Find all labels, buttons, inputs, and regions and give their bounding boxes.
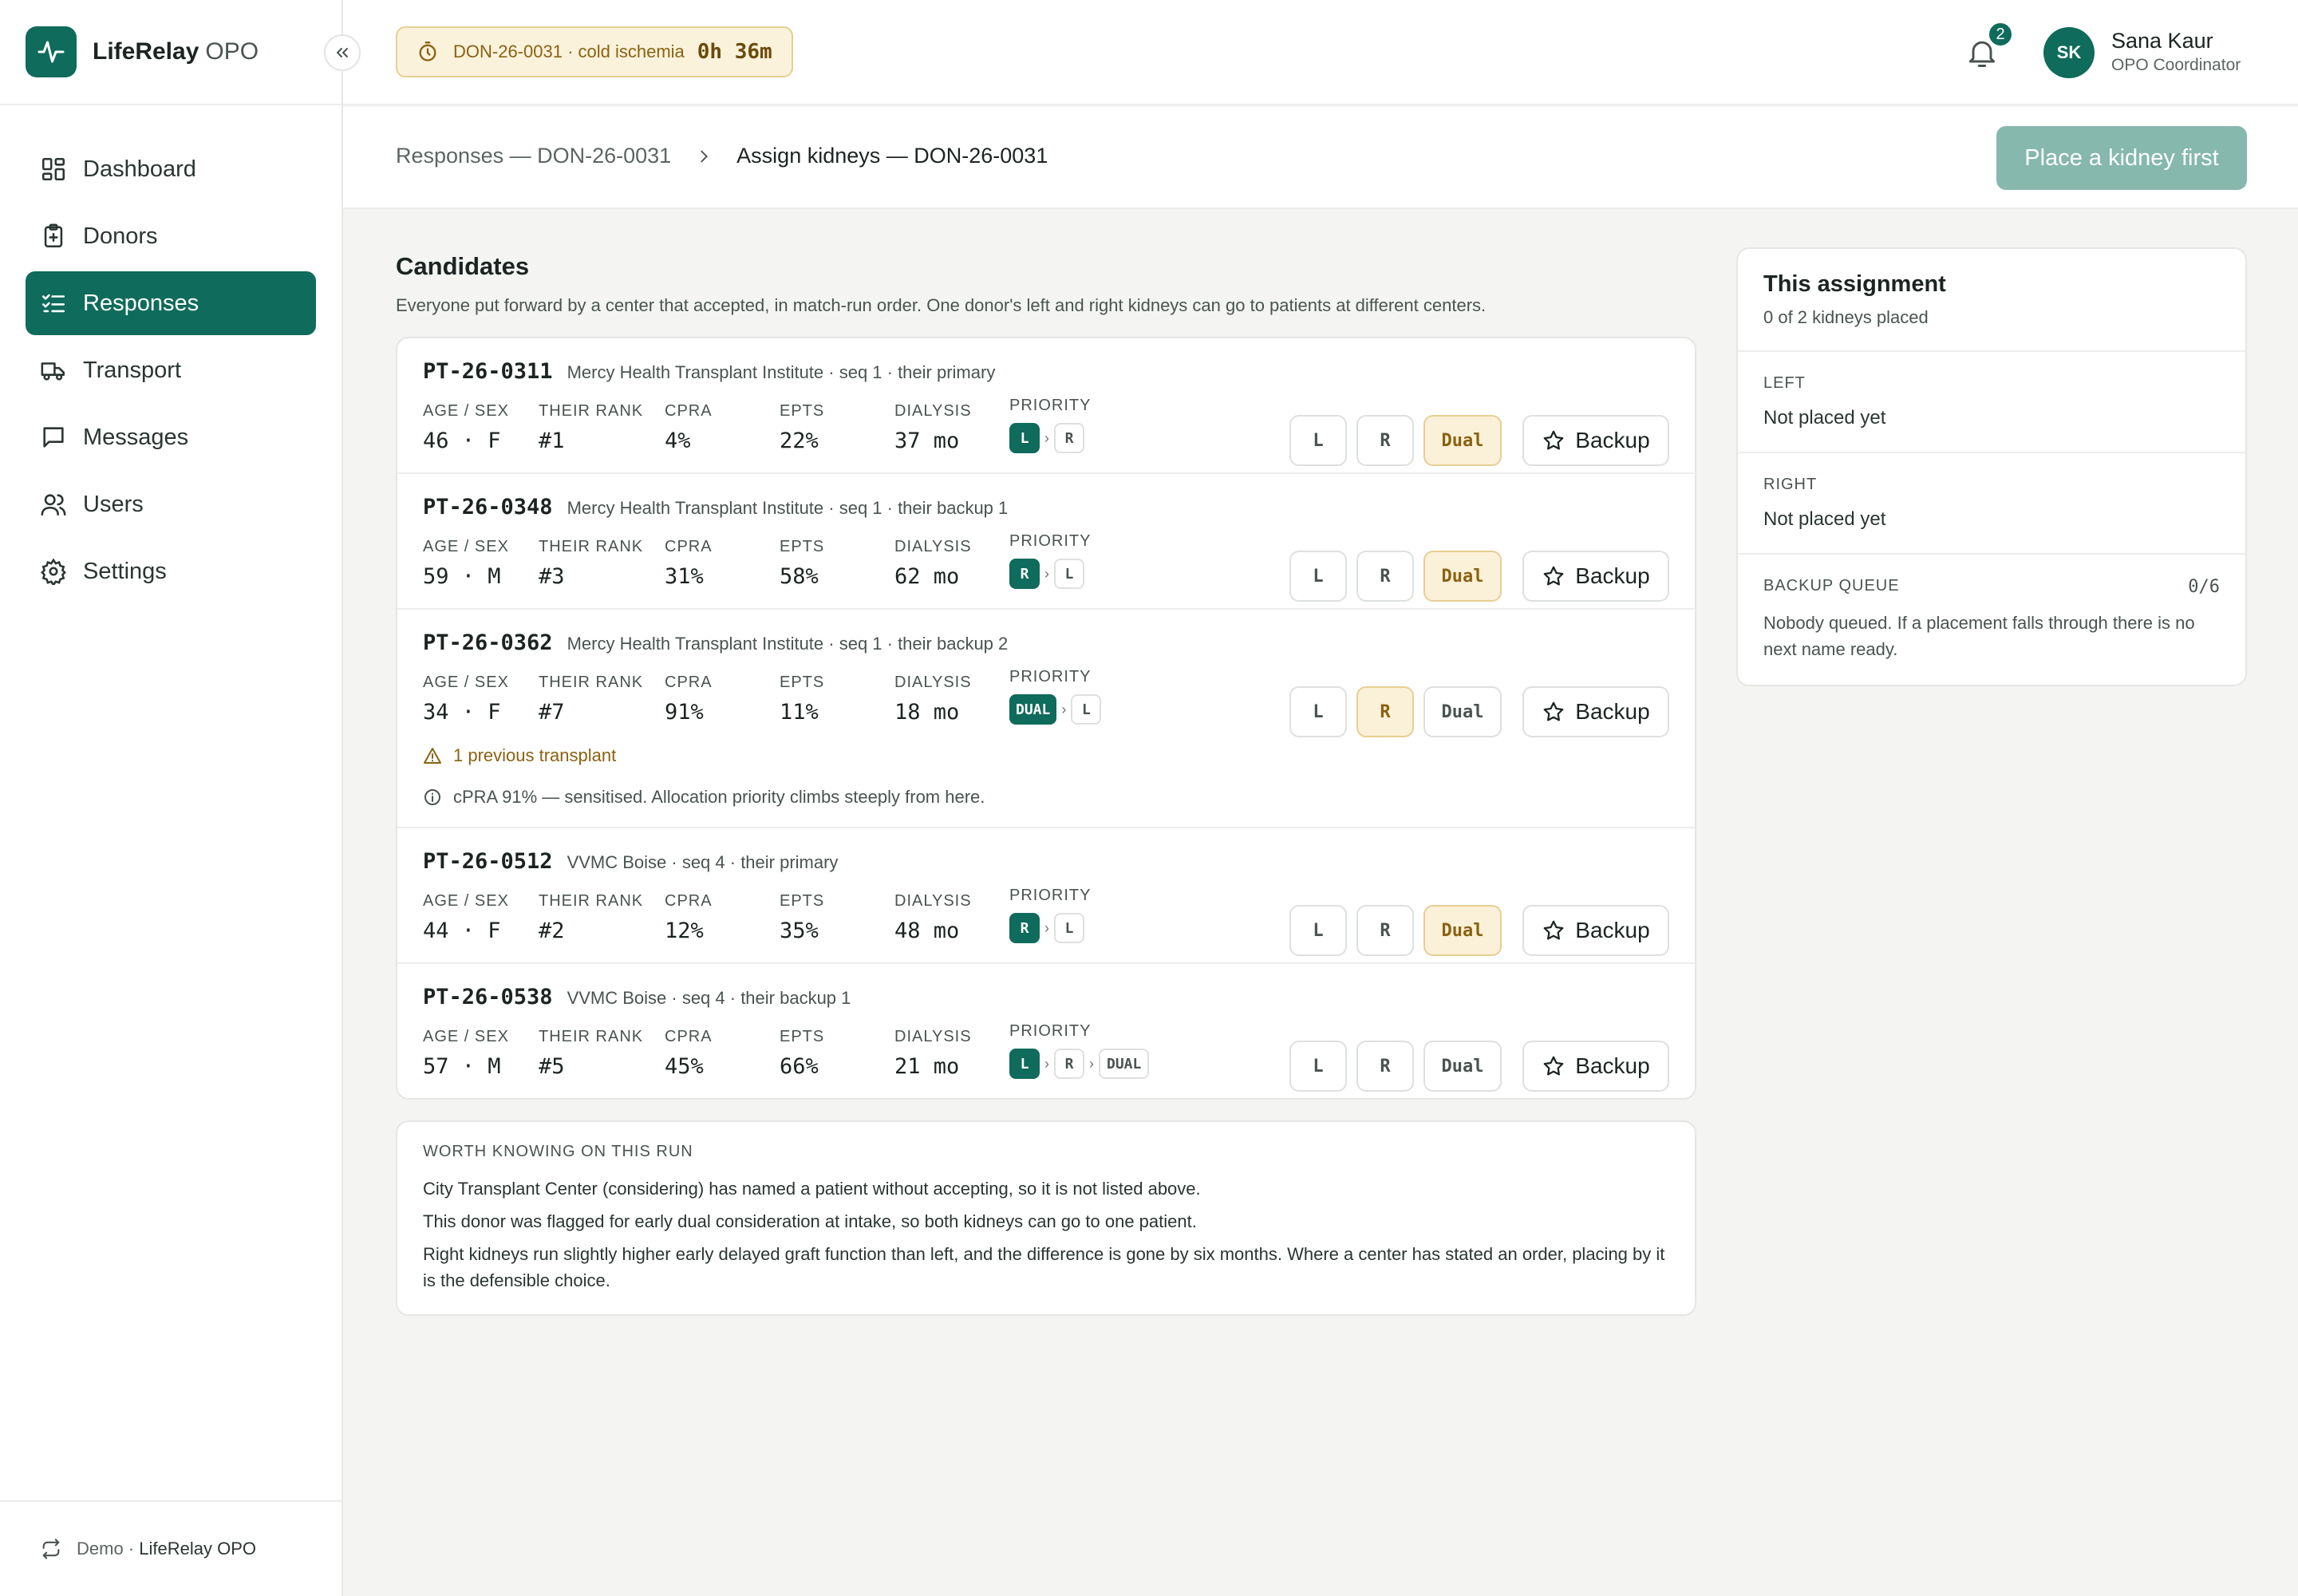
cpra-value: 91%: [665, 700, 704, 725]
repeat-icon: [40, 1538, 62, 1560]
assignment-header: [1738, 249, 2245, 352]
candidate-meta: VVMC Boise · seq 4 · their backup 1: [567, 988, 851, 1008]
right-kidney-slot: [1738, 453, 2245, 555]
age-label: AGE / SEX: [423, 402, 509, 420]
assignment-progress: 0 of 2 kidneys placed: [1763, 307, 1929, 327]
priority-chip: L: [1009, 423, 1040, 453]
nav-label: Transport: [83, 357, 182, 383]
priority-arrow: ›: [1089, 1055, 1094, 1072]
cpra-label: CPRA: [665, 892, 713, 910]
footer-org: LifeRelay OPO: [139, 1539, 256, 1558]
assign-left-button[interactable]: L: [1289, 1041, 1347, 1092]
backup-button[interactable]: [1522, 686, 1669, 737]
rank-value: #1: [539, 429, 565, 453]
backup-label: Backup: [1575, 428, 1650, 452]
info-note: [423, 787, 1669, 808]
candidate-row: [397, 828, 1695, 964]
nav-label: Messages: [83, 424, 189, 450]
epts-value: 22%: [780, 429, 819, 453]
priority-chip: L: [1071, 694, 1101, 725]
priority-arrow: ›: [1044, 565, 1049, 582]
priority-chip: L: [1054, 559, 1084, 589]
assign-left-button[interactable]: L: [1289, 905, 1347, 956]
dialysis-label: DIALYSIS: [894, 538, 972, 555]
backup-label: Backup: [1575, 699, 1650, 724]
assign-actions: [1280, 415, 1669, 466]
avatar[interactable]: SK: [2043, 27, 2095, 78]
priority-chip: R: [1054, 1049, 1084, 1079]
footer-prefix: Demo ·: [77, 1539, 135, 1558]
cpra-value: 4%: [665, 429, 691, 453]
brand: [0, 0, 342, 105]
gear-icon: [40, 558, 67, 585]
left-label: LEFT: [1763, 374, 1806, 392]
priority-arrow: ›: [1044, 919, 1049, 936]
nav-item-transport[interactable]: [26, 338, 316, 402]
chevron-right-icon: [695, 148, 713, 165]
candidate-row: [397, 474, 1695, 610]
backup-count: 0/6: [2188, 577, 2220, 597]
epts-value: 11%: [780, 700, 819, 725]
priority-order: [1009, 1049, 1149, 1079]
notification-count-badge: 2: [1987, 21, 2014, 48]
sidebar: [0, 0, 343, 1596]
candidate-meta: VVMC Boise · seq 4 · their primary: [567, 852, 839, 872]
age-sex-value: 44 · F: [423, 918, 501, 943]
backup-button[interactable]: [1522, 415, 1669, 466]
candidate-meta: Mercy Health Transplant Institute · seq 1 · their backup 2: [567, 634, 1009, 654]
rank-label: THEIR RANK: [539, 402, 644, 420]
assign-actions: [1280, 551, 1669, 602]
rank-value: #2: [539, 918, 565, 943]
warning-text: 1 previous transplant: [453, 745, 617, 765]
priority-chip: R: [1009, 913, 1040, 943]
chevrons-left-icon: [333, 43, 352, 62]
candidate-id: PT-26-0512: [423, 849, 553, 874]
assign-right-button[interactable]: R: [1356, 905, 1414, 956]
nav-item-users[interactable]: [26, 472, 316, 536]
priority-arrow: ›: [1044, 429, 1049, 446]
rank-label: THEIR RANK: [539, 538, 644, 555]
section-subtitle: Everyone put forward by a center that accepted, in match-run order. One donor's left and right kidneys can go to patients at different centers.: [396, 295, 1487, 315]
main-content: [396, 209, 1696, 1316]
epts-label: EPTS: [780, 402, 825, 420]
dialysis-label: DIALYSIS: [894, 1028, 972, 1045]
section-title: Candidates: [396, 252, 530, 280]
epts-value: 35%: [780, 918, 819, 943]
priority-chip: DUAL: [1009, 694, 1056, 725]
age-sex-value: 59 · M: [423, 564, 501, 589]
right-value: Not placed yet: [1763, 508, 1886, 530]
checklist-icon: [40, 290, 67, 317]
priority-order: [1009, 694, 1101, 725]
rank-label: THEIR RANK: [539, 1028, 644, 1045]
cpra-label: CPRA: [665, 538, 713, 555]
assign-dual-button[interactable]: Dual: [1423, 1041, 1502, 1092]
breadcrumb: [396, 144, 1048, 168]
breadcrumb-prev-link[interactable]: Responses — DON-26-0031: [396, 144, 672, 168]
candidate-id: PT-26-0348: [423, 495, 553, 519]
timer-time: 0h 36m: [697, 40, 772, 64]
candidate-row: [397, 964, 1695, 1098]
priority-label: PRIORITY: [1009, 887, 1092, 904]
dialysis-value: 62 mo: [894, 564, 960, 589]
note-item: This donor was flagged for early dual consideration at intake, so both kidneys can go to one patient.: [423, 1211, 1197, 1231]
epts-value: 58%: [780, 564, 819, 589]
assignment-panel: [1736, 247, 2247, 686]
rank-value: #3: [539, 564, 565, 589]
notes-title: WORTH KNOWING ON THIS RUN: [423, 1143, 693, 1160]
age-label: AGE / SEX: [423, 892, 509, 910]
note-item: City Transplant Center (considering) has named a patient without accepting, so it is not listed above.: [423, 1179, 1201, 1199]
dialysis-value: 37 mo: [894, 429, 960, 453]
assign-left-button[interactable]: L: [1289, 686, 1347, 737]
nav-item-messages[interactable]: [26, 405, 316, 469]
rank-value: #5: [539, 1054, 565, 1079]
warning-icon: [423, 746, 442, 765]
epts-label: EPTS: [780, 538, 825, 555]
breadcrumb-current: Assign kidneys — DON-26-0031: [736, 144, 1048, 168]
top-bar: [343, 0, 2298, 105]
nav-label: Donors: [83, 223, 158, 249]
priority-chip: R: [1054, 423, 1084, 453]
epts-label: EPTS: [780, 674, 825, 691]
backup-label: BACKUP QUEUE: [1763, 577, 1900, 595]
priority-order: [1009, 559, 1091, 589]
nav-label: Responses: [83, 290, 199, 316]
priority-order: [1009, 913, 1091, 943]
star-icon: [1542, 700, 1566, 724]
backup-button[interactable]: [1522, 1041, 1669, 1092]
pulse-logo-icon: [26, 26, 77, 77]
nav-item-dashboard[interactable]: [26, 137, 316, 201]
warning-note: [423, 745, 1669, 766]
star-icon: [1542, 1054, 1566, 1078]
priority-chip: R: [1009, 559, 1040, 589]
page-header: [343, 107, 2298, 209]
priority-label: PRIORITY: [1009, 532, 1092, 550]
cpra-value: 45%: [665, 1054, 704, 1079]
nav-item-donors[interactable]: [26, 204, 316, 268]
candidate-list: [396, 337, 1696, 1100]
candidate-row: [397, 610, 1695, 828]
dialysis-label: DIALYSIS: [894, 402, 972, 420]
rank-label: THEIR RANK: [539, 674, 644, 691]
timer-label: DON-26-0031 · cold ischemia: [453, 41, 685, 61]
assignment-title: This assignment: [1763, 271, 1946, 297]
clipboard-icon: [40, 223, 67, 250]
cpra-value: 12%: [665, 918, 704, 943]
candidate-meta: Mercy Health Transplant Institute · seq 1 · their backup 1: [567, 498, 1009, 518]
cpra-label: CPRA: [665, 674, 713, 691]
age-label: AGE / SEX: [423, 674, 509, 691]
assign-actions: [1280, 686, 1669, 737]
user-role: OPO Coordinator: [2111, 56, 2241, 74]
priority-label: PRIORITY: [1009, 1022, 1092, 1040]
nav-item-responses[interactable]: [26, 271, 316, 335]
candidate-id: PT-26-0311: [423, 359, 553, 384]
priority-arrow: ›: [1044, 1055, 1049, 1072]
epts-value: 66%: [780, 1054, 819, 1079]
assign-left-button[interactable]: L: [1289, 415, 1347, 466]
left-kidney-slot: [1738, 352, 2245, 453]
assign-actions: [1280, 905, 1669, 956]
note-item: Right kidneys run slightly higher early delayed graft function than left, and the difference is gone by six months. Where a center has stated an order, placing by it is the defensible choice.: [423, 1244, 1665, 1290]
backup-label: Backup: [1575, 918, 1650, 942]
collapse-sidebar-button[interactable]: [324, 34, 361, 71]
user-name: Sana Kaur: [2111, 29, 2213, 53]
right-label: RIGHT: [1763, 476, 1818, 493]
priority-order: [1009, 423, 1091, 453]
age-label: AGE / SEX: [423, 538, 509, 555]
main-nav: [0, 105, 342, 603]
priority-chip: L: [1009, 1049, 1040, 1079]
backup-label: Backup: [1575, 1053, 1650, 1078]
priority-chip: L: [1054, 913, 1084, 943]
backup-queue: [1738, 555, 2245, 685]
backup-label: Backup: [1575, 563, 1650, 588]
backup-text: Nobody queued. If a placement falls through there is no next name ready.: [1763, 613, 2195, 659]
assign-left-button[interactable]: L: [1289, 551, 1347, 602]
assign-right-button[interactable]: R: [1356, 1041, 1414, 1092]
backup-button[interactable]: [1522, 551, 1669, 602]
assign-right-button[interactable]: R: [1356, 415, 1414, 466]
candidate-meta: Mercy Health Transplant Institute · seq 1 · their primary: [567, 362, 996, 382]
dashboard-icon: [40, 156, 67, 183]
assign-dual-button[interactable]: Dual: [1423, 415, 1502, 466]
dialysis-value: 48 mo: [894, 918, 960, 943]
message-icon: [40, 424, 67, 451]
dialysis-label: DIALYSIS: [894, 892, 972, 910]
rank-label: THEIR RANK: [539, 892, 644, 910]
info-icon: [423, 788, 442, 807]
star-icon: [1542, 429, 1566, 452]
truck-icon: [40, 357, 67, 384]
candidate-id: PT-26-0362: [423, 630, 553, 655]
nav-item-settings[interactable]: [26, 539, 316, 603]
epts-label: EPTS: [780, 892, 825, 910]
age-label: AGE / SEX: [423, 1028, 509, 1045]
place-kidney-button[interactable]: Place a kidney first: [1996, 126, 2247, 190]
cpra-label: CPRA: [665, 1028, 713, 1045]
star-icon: [1542, 564, 1566, 588]
candidate-row: [397, 338, 1695, 474]
nav-label: Dashboard: [83, 156, 196, 182]
age-sex-value: 57 · M: [423, 1054, 501, 1079]
assign-dual-button[interactable]: Dual: [1423, 905, 1502, 956]
sidebar-footer: [0, 1500, 342, 1596]
assign-dual-button[interactable]: Dual: [1423, 686, 1502, 737]
info-text: cPRA 91% — sensitised. Allocation priority climbs steeply from here.: [453, 787, 985, 807]
candidate-id: PT-26-0538: [423, 985, 553, 1009]
dialysis-value: 18 mo: [894, 700, 960, 725]
priority-arrow: ›: [1061, 701, 1067, 717]
rank-value: #7: [539, 700, 565, 725]
dialysis-value: 21 mo: [894, 1054, 960, 1079]
users-icon: [40, 491, 67, 518]
assign-right-button[interactable]: R: [1356, 686, 1414, 737]
left-value: Not placed yet: [1763, 407, 1886, 429]
backup-button[interactable]: [1522, 905, 1669, 956]
assign-actions: [1280, 1041, 1669, 1092]
priority-label: PRIORITY: [1009, 397, 1092, 414]
assign-right-button[interactable]: R: [1356, 551, 1414, 602]
priority-chip: DUAL: [1099, 1049, 1149, 1079]
stopwatch-icon: [417, 41, 439, 63]
priority-label: PRIORITY: [1009, 668, 1092, 685]
age-sex-value: 46 · F: [423, 429, 501, 453]
run-notes: [396, 1120, 1696, 1316]
nav-label: Settings: [83, 558, 167, 584]
star-icon: [1542, 918, 1566, 942]
age-sex-value: 34 · F: [423, 700, 501, 725]
nav-label: Users: [83, 491, 144, 517]
cpra-label: CPRA: [665, 402, 713, 420]
app-name: LifeRelay OPO: [93, 38, 259, 65]
dialysis-label: DIALYSIS: [894, 674, 972, 691]
epts-label: EPTS: [780, 1028, 825, 1045]
cold-ischemia-timer[interactable]: [396, 26, 793, 77]
cpra-value: 31%: [665, 564, 704, 589]
assign-dual-button[interactable]: Dual: [1423, 551, 1502, 602]
